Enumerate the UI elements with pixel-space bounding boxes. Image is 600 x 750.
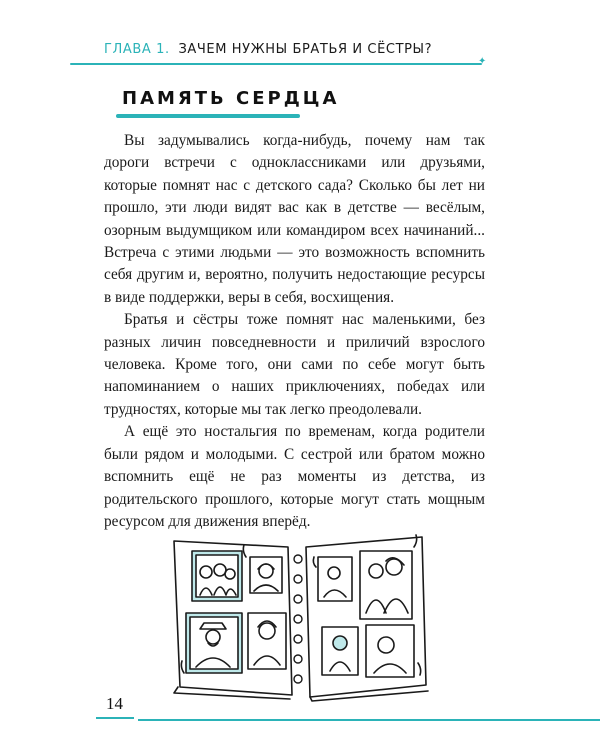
running-header — [104, 42, 432, 57]
header-divider — [70, 63, 482, 65]
paragraph: А ещё это ностальгия по временам, когда родители были рядом и молодыми. С сестрой или братом можно вспомнить ещё не раз моменты из детства, из родительского прошлого, которые могут стать мощным ресурсом для движения вперёд. — [104, 423, 485, 530]
body-text — [104, 130, 485, 533]
photo-album-icon — [170, 527, 430, 702]
footer-divider — [138, 719, 600, 721]
chapter-label: ГЛАВА 1. — [104, 42, 170, 57]
page-number: 14 — [106, 694, 123, 713]
sparkle-icon: ✦ — [478, 56, 487, 67]
paragraph: Вы задумывались когда-нибудь, почему нам так дороги встречи с одноклассниками или друзьями, которые помнят нас с детского сада? Сколько бы лет ни прошло, эти люди видят вас как в детстве — весёлым, озорным выдумщиком или командиром всех начинаний... Встреча с этими людьми — это возможность вспомнить себя другим и, вероятно, получить недостающие ресурсы в виде поддержки, веры в себя, восхищения. — [104, 132, 485, 306]
footer-divider — [96, 717, 134, 719]
section-title: ПАМЯТЬ СЕРДЦА — [122, 88, 340, 109]
paragraph: Братья и сёстры тоже помнят нас маленькими, без разных личин повседневности и приличий взрослого человека. Кроме того, они сами по себе могут быть напоминанием о наших приключениях, победах или трудностях, которые мы так легко преодолевали. — [104, 311, 485, 418]
section-title-underline — [116, 114, 300, 118]
chapter-title: ЗАЧЕМ НУЖНЫ БРАТЬЯ И СЁСТРЫ? — [178, 42, 433, 57]
